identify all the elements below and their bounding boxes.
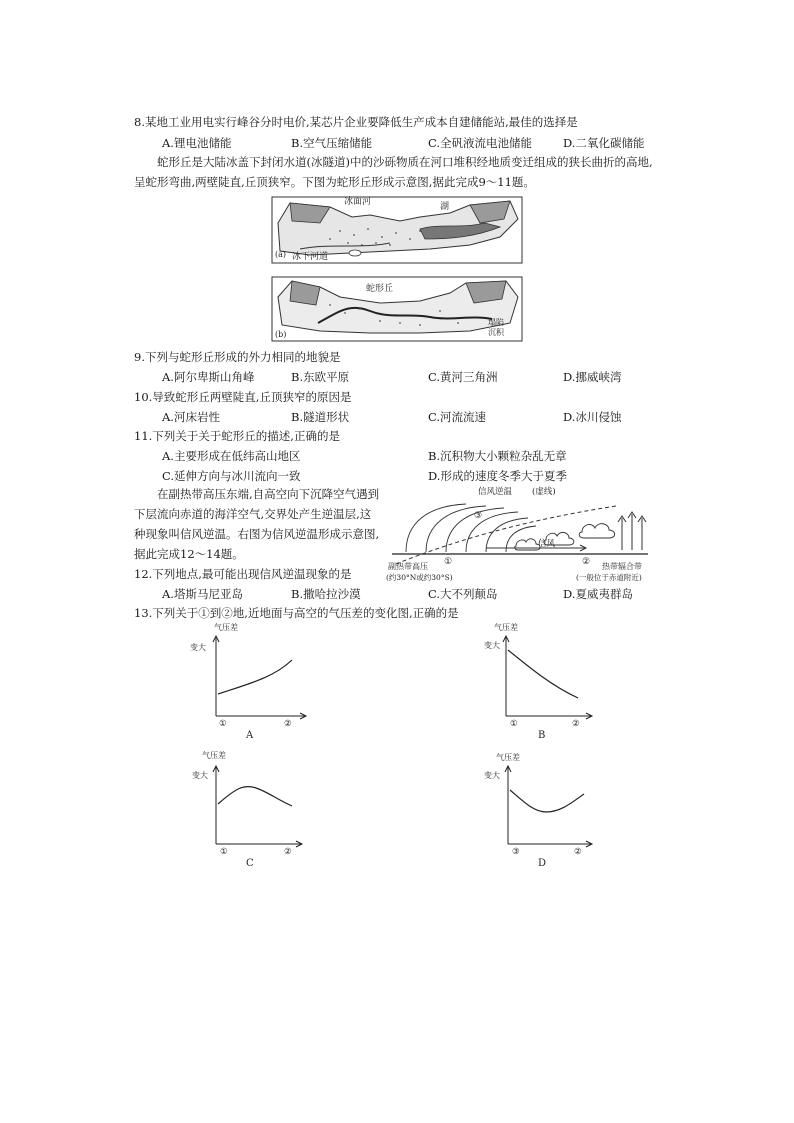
graph-b [480,622,620,742]
graph-a-x2: ② [284,719,292,729]
graph-d-x1: ③ [512,847,520,857]
rising-air-arrows [618,512,646,550]
q9-option-c: C.黄河三角洲 [428,370,498,384]
label-panel-b: (b) [275,330,287,339]
q11-option-c: C.延伸方向与冰川流向一致 [162,469,301,483]
label-glacier-river: 冰面河 [344,197,372,207]
cumulus-clouds [515,524,615,550]
q9-stem: 9.下列与蛇形丘形成的外力相同的地貌是 [134,350,341,364]
q9-option-b: B.东欧平原 [291,370,350,384]
graph-c-ylabel: 气压差 [202,751,226,760]
graph-d-x2: ② [574,847,582,857]
q8-option-a: A.锂电池储能 [162,136,232,150]
graph-b-curve [508,650,578,698]
q11-option-b: B.沉积物大小颗粒杂乱无章 [428,449,567,463]
label-subglacial-channel: 冰下河道 [292,252,329,262]
label-esker: 蛇形丘 [366,284,394,294]
label-dashed-line: (虚线) [532,487,556,497]
graph-c-yhigh: 变大 [192,771,208,780]
graph-d-ylabel: 气压差 [496,753,520,762]
q10-option-d: D.冰川侵蚀 [563,410,622,424]
label-deposit: 沉积 [488,328,504,337]
tunnel-opening [349,250,361,256]
label-subtropical-high: 副热带高压 [388,562,428,571]
marker-3: ③ [474,511,483,521]
q12-option-c: C.大不列颠岛 [428,587,498,601]
graph-b-x1: ① [510,719,518,729]
esker-formation-figure [270,193,524,343]
passage-trade-wind-inversion: 在副热带高压东端,自高空向下沉降空气遇到下层流向赤道的海洋空气,交界处产生逆温层,这种现象叫信风逆温。右图为信风逆温形成示意图,据此完成12～14题。 [134,487,380,561]
graph-c-x1: ① [220,847,228,857]
label-panel-a: (a) [275,250,287,259]
q11-option-d: D.形成的速度冬季大于夏季 [428,469,567,483]
q8-option-c: C.全矾液流电池储能 [428,136,533,150]
graph-d [480,750,620,870]
marker-1: ① [444,557,453,567]
graph-a-ylabel: 气压差 [214,623,238,632]
graph-c [188,748,328,870]
graph-b-x2: ② [572,719,580,729]
trade-wind-inversion-figure [386,484,656,582]
graph-d-yhigh: 变大 [484,771,500,780]
q10-stem: 10.导致蛇形丘两壁陡直,丘顶狭窄的原因是 [134,390,352,404]
graph-b-ylabel: 气压差 [494,623,518,632]
mountain-left-b [290,281,320,305]
graph-d-curve [510,790,584,812]
label-trade-wind: 信风 [538,539,556,549]
marker-2: ② [582,557,591,567]
q12-option-d: D.夏威夷群岛 [563,587,633,601]
graph-c-curve [218,787,292,806]
q13-stem: 13.下列关于①到②地,近地面与高空的气压差的变化图,正确的是 [134,606,459,620]
q8-option-b: B.空气压缩储能 [291,136,373,150]
q9-option-d: D.挪威峡湾 [563,370,622,384]
graph-a [188,622,328,742]
label-trade-wind-inversion: 信风逆温 [478,487,513,497]
q9-option-a: A.阿尔卑斯山角峰 [162,370,255,384]
label-subtropical-high-lat: (约30°N或约30°S) [386,573,453,582]
graph-a-yhigh: 变大 [190,643,206,652]
label-lake: 湖 [440,202,450,212]
q11-option-a: A.主要形成在低纬高山地区 [162,449,301,463]
graph-a-caption: A [246,730,254,741]
graph-c-x2: ② [284,847,292,857]
graph-a-x1: ① [219,719,227,729]
label-collapse: 塌陷 [488,318,504,327]
label-itcz-note: (一般位于赤道附近) [576,573,642,582]
q12-option-b: B.撒哈拉沙漠 [291,587,361,601]
q12-stem: 12.下列地点,最可能出现信风逆温现象的是 [134,567,352,581]
q11-stem: 11.下列关于关于蛇形丘的描述,正确的是 [134,429,340,443]
graph-b-caption: B [538,730,546,741]
graph-d-caption: D [538,858,547,869]
q10-option-a: A.河床岩性 [162,410,220,424]
graph-b-yhigh: 变大 [484,641,500,650]
q12-option-a: A.塔斯马尼亚岛 [162,587,243,601]
q8-option-d: D.二氧化碳储能 [563,136,645,150]
passage-esker: 蛇形丘是大陆冰盖下封闭水道(冰隧道)中的沙砾物质在河口堆积经地质变迁组成的狭长曲折的高地,呈蛇形弯曲,两壁陡直,丘顶狭窄。下图为蛇形丘形成示意图,据此完成9～11题。 [134,155,653,189]
q8-stem: 8.某地工业用电实行峰谷分时电价,某芯片企业要降低生产成本自建储能站,最佳的选择是 [134,115,578,129]
graph-a-curve [218,660,292,694]
graph-c-caption: C [246,858,254,869]
label-itcz: 热带辐合带 [602,562,642,571]
q10-option-c: C.河流流速 [428,410,487,424]
q10-option-b: B.隧道形状 [291,410,350,424]
